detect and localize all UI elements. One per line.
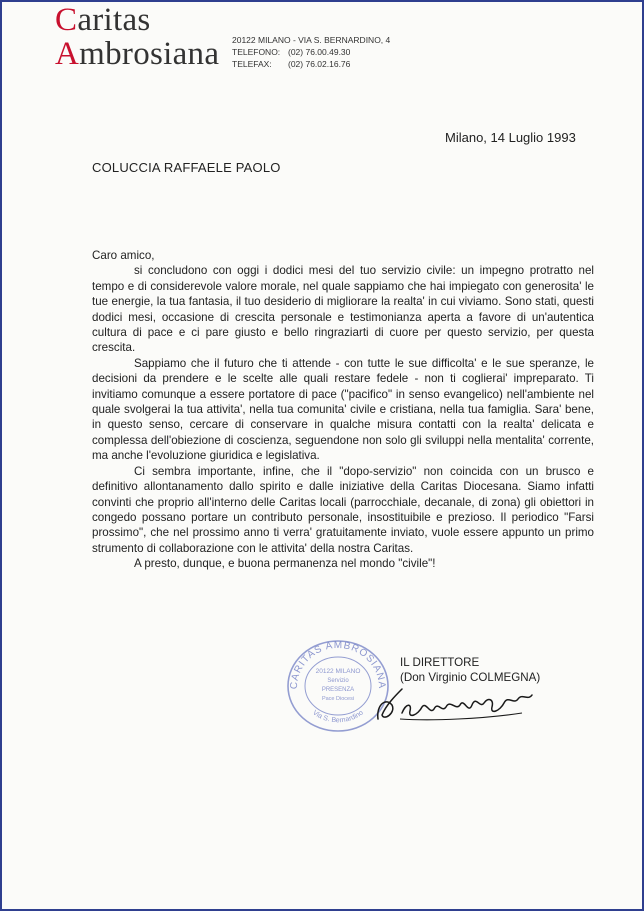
- svg-text:CARITAS AMBROSIANA: CARITAS AMBROSIANA: [288, 639, 388, 690]
- svg-text:PRESENZA: PRESENZA: [321, 687, 355, 693]
- logo-ambrosiana: [55, 38, 219, 71]
- phone-label: TELEFONO:: [232, 47, 281, 57]
- address-line: 20122 MILANO - VIA S. BERNARDINO, 4: [232, 35, 391, 45]
- paragraph-2: Sappiamo che il futuro che ti attende - con tutte le sue difficolta' e le sue speranze, le decisioni da prendere e le scelte alle quali restare fedele - non ti coglierai' impreparato. Ti invitiamo comunque a essere portatore di pace ("pacifico" in senso evangelico) nell'ambiente nel quale svolgerai la tua attivita', nella tua comunita' civile e cristiana, nella tua famiglia. Sara' bene, in questo senso, cercare di conservare in qualche misura contatti con la realta' delicata e complessa dell'obiezione di coscienza, seguendone non solo gli sviluppi nella mentalita' corrente, ma anche l'evoluzione giuridica e legislativa.: [92, 356, 594, 463]
- paragraph-3: Ci sembra importante, infine, che il "dopo-servizio" non coincida con un brusco e definitivo allontanamento dallo spirito e dalle iniziative della Caritas Diocesana. Siamo infatti convinti che proprio all'interno delle Caritas locali (parrocchiale, decanale, di zona) gli obiettori in congedo possano portare un contributo personale, insostituibile e prezioso. Il periodico "Farsi prossimo", che nel prossimo anno ti verra' gratuitamente inviato, vuole essere appunto un primo strumento di collaborazione con le attivita' della nostra Caritas.: [92, 464, 594, 555]
- logo-caritas: [55, 4, 151, 37]
- fax-label: TELEFAX:: [232, 59, 272, 69]
- letter-date: Milano, 14 Luglio 1993: [445, 130, 576, 145]
- letter-body: [92, 248, 594, 572]
- phone-number: (02) 76.00.49.30: [288, 47, 351, 57]
- logo-rest-2: mbrosiana: [79, 36, 220, 72]
- svg-text:Via S. Bernardino: Via S. Bernardino: [311, 709, 365, 725]
- paragraph-1: si concludono con oggi i dodici mesi del tuo servizio civile: un impegno protratto nel tempo e di considerevole valore morale, nel quale sappiamo che hai impiegato con generosita' le tue energie, la tua fantasia, il tuo desiderio di migliorare la realta' in cui viviamo. Sono stati, questi dodici mesi, occasione di crescita personale e testimonianza aperta a favore di un'autentica cultura di pace e ci pare giusto e bello ringraziarti di cuore per questo servizio, per questa crescita.: [92, 264, 594, 355]
- logo-initial-a: A: [55, 36, 80, 72]
- fax-line: [232, 58, 390, 70]
- phone-line: [232, 46, 390, 58]
- logo-initial-c: C: [55, 2, 78, 38]
- logo-rest-1: aritas: [77, 2, 151, 38]
- letterhead-address-block: [232, 34, 390, 70]
- svg-text:Servizio: Servizio: [327, 678, 349, 684]
- recipient-name: COLUCCIA RAFFAELE PAOLO: [92, 160, 281, 175]
- handwritten-signature: [372, 675, 542, 725]
- paragraph-closing: A presto, dunque, e buona permanenza nel mondo "civile"!: [134, 557, 436, 571]
- svg-text:Pace Diocesi: Pace Diocesi: [321, 696, 355, 702]
- svg-text:20122 MILANO: 20122 MILANO: [315, 668, 361, 675]
- director-title: IL DIRETTORE: [400, 656, 480, 669]
- signature-scribble: [372, 675, 542, 725]
- fax-number: (02) 76.02.16.76: [288, 59, 351, 69]
- salutation: Caro amico,: [92, 249, 155, 262]
- director-name: (Don Virginio COLMEGNA): [400, 671, 541, 685]
